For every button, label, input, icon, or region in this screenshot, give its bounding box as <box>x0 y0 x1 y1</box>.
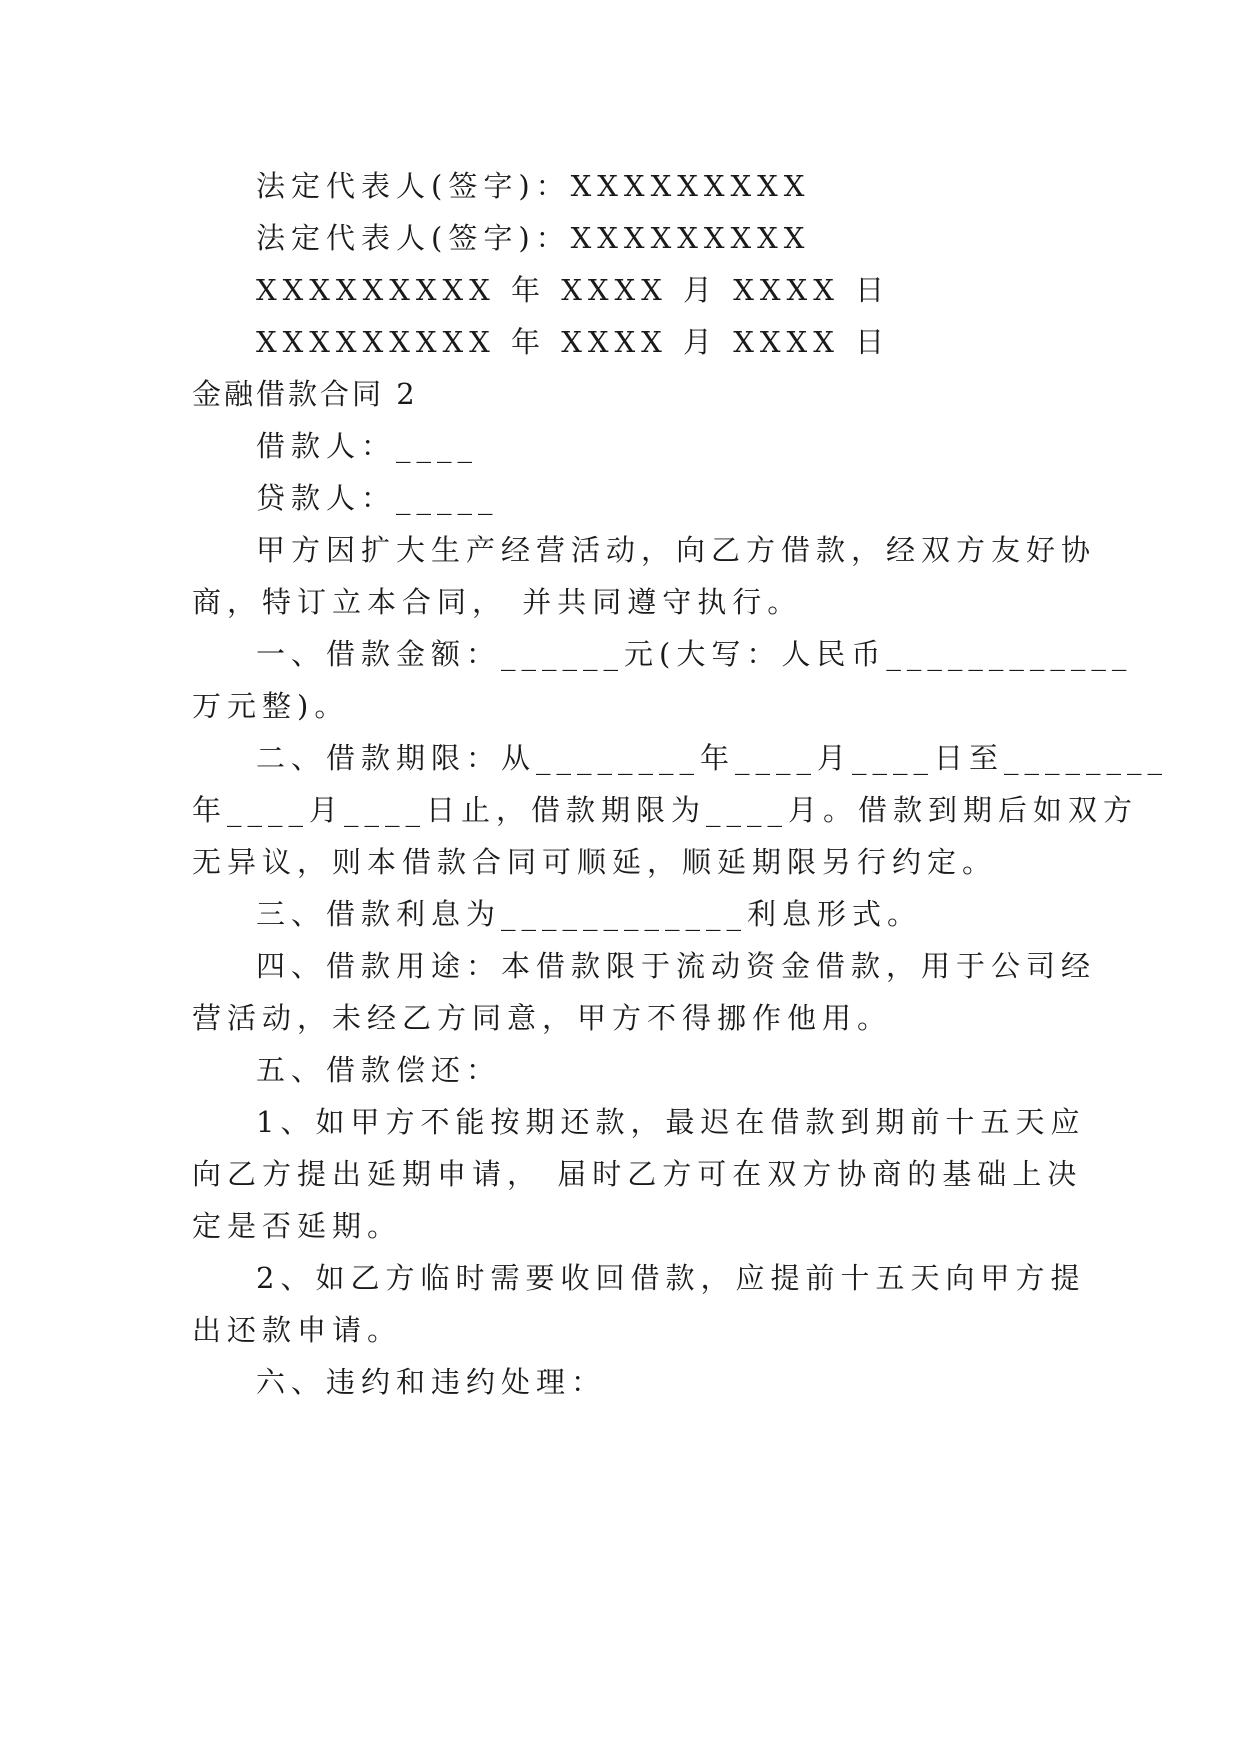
paragraph-line: 1、如甲方不能按期还款，最迟在借款到期前十五天应 <box>256 1105 1086 1139</box>
date-line-1: XXXXXXXXX 年 XXXX 月 XXXX 日 <box>256 273 891 307</box>
paragraph-line: 年____月____日止，借款期限为____月。借款到期后如双方 <box>192 793 1139 827</box>
signature-line-2: 法定代表人(签字)：XXXXXXXXX <box>256 221 811 255</box>
paragraph-line: 万元整)。 <box>192 689 350 723</box>
date-line-2: XXXXXXXXX 年 XXXX 月 XXXX 日 <box>256 325 891 359</box>
paragraph-line: 商，特订立本合同， 并共同遵守执行。 <box>192 585 803 619</box>
clause-interest: 三、借款利息为____________利息形式。 <box>256 897 923 931</box>
clause-purpose: 四、借款用途：本借款限于流动资金借款，用于公司经 <box>256 949 1097 983</box>
clause-repayment: 五、借款偿还： <box>256 1053 502 1087</box>
paragraph-line: 营活动，未经乙方同意，甲方不得挪作他用。 <box>192 1001 893 1035</box>
paragraph-line: 2、如乙方临时需要收回借款，应提前十五天向甲方提 <box>256 1261 1086 1295</box>
clause-default: 六、违约和违约处理： <box>256 1365 607 1399</box>
paragraph-line: 甲方因扩大生产经营活动，向乙方借款，经双方友好协 <box>256 533 1097 567</box>
paragraph-line: 定是否延期。 <box>192 1209 403 1243</box>
paragraph-line: 向乙方提出延期申请， 届时乙方可在双方协商的基础上决 <box>192 1157 1083 1191</box>
lender-line: 贷款人：_____ <box>256 481 499 515</box>
borrower-line: 借款人：____ <box>256 429 479 463</box>
clause-amount: 一、借款金额：______元(大写：人民币____________ <box>256 637 1133 671</box>
paragraph-line: 无异议，则本借款合同可顺延，顺延期限另行约定。 <box>192 845 998 879</box>
contract-title: 金融借款合同 2 <box>192 377 418 411</box>
clause-term: 二、借款期限：从________年____月____日至________ <box>256 741 1169 775</box>
signature-line-1: 法定代表人(签字)：XXXXXXXXX <box>256 169 811 203</box>
paragraph-line: 出还款申请。 <box>192 1313 403 1347</box>
